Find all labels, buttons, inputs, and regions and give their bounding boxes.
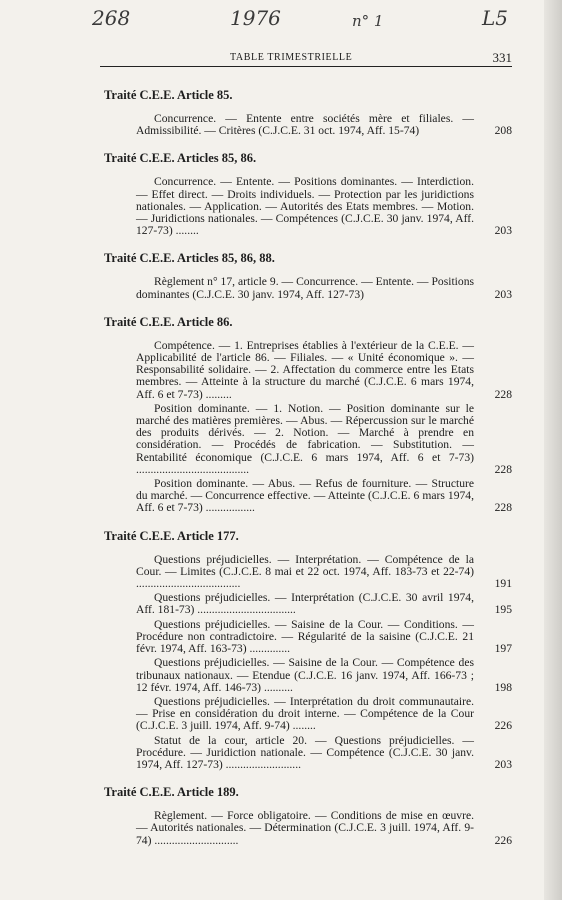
entry-text: Questions préjudicielles. — Saisine de la Cour. — Conditions. — Procédure non contradictoire. — Régularité de la saisine (C.J.C.E. 21 févr. 1974, Aff. 163-73) .............. [136, 617, 474, 656]
index-entry [100, 403, 512, 476]
entry-page-ref: 228 [494, 501, 512, 515]
index-entry [100, 340, 512, 401]
entry-text: Concurrence. — Entente. — Positions dominantes. — Interdiction. — Effet direct. — Droits individuels. — Protection par les juridictions nationales. — Application. — Autorités des Etats membres. — Motion. — Juridictions nationales. — Compétences (C.J.C.E. 30 janv. 1974, Aff. 127-73) ........ [136, 175, 474, 238]
index-entry [100, 619, 512, 656]
entry-page-ref: 228 [494, 387, 512, 401]
index-entry [100, 592, 512, 616]
entry-text: Position dominante. — Abus. — Refus de fourniture. — Structure du marché. — Concurrence effective. — Atteinte (C.J.C.E. 6 mars 1974, Aff. 6 et 7-73) ................. [136, 477, 474, 515]
section-heading: Traité C.E.E. Articles 85, 86. [104, 151, 257, 166]
entry-page-ref: 226 [494, 833, 512, 847]
page-number: 331 [492, 50, 512, 65]
section-heading: Traité C.E.E. Article 177. [104, 528, 239, 543]
index-section [100, 88, 512, 137]
index-section [100, 529, 512, 771]
section-heading: Traité C.E.E. Article 189. [104, 785, 239, 800]
index-entry [100, 696, 512, 733]
entry-text: Concurrence. — Entente entre sociétés mère et filiales. — Admissibilité. — Critères (C.J.C.E. 31 oct. 1974, Aff. 15-74) [136, 112, 474, 138]
entry-text: Règlement. — Force obligatoire. — Conditions de mise en œuvre. — Autorités nationales. — Détermination (C.J.C.E. 3 juill. 1974, Aff. 9-74) ............................. [136, 809, 474, 847]
section-heading: Traité C.E.E. Article 86. [104, 314, 233, 329]
entry-text: Statut de la cour, article 20. — Questions préjudicielles. — Procédure. — Juridiction nationale. — Compétence (C.J.C.E. 30 janv. 1974, Aff. 127-73) .......................... [136, 733, 474, 771]
entry-text: Questions préjudicielles. — Interprétation. — Compétence de la Cour. — Limites (C.J.C.E. 8 mai et 22 oct. 1974, Aff. 183-73 et 22-74) .................................... [136, 552, 474, 591]
index-section [100, 315, 512, 515]
entry-page-ref: 191 [494, 577, 512, 591]
index-section [100, 785, 512, 847]
entry-page-ref: 228 [494, 462, 512, 476]
index-content [100, 88, 512, 861]
index-section [100, 151, 512, 237]
entry-text: Questions préjudicielles. — Interprétation (C.J.C.E. 30 avril 1974, Aff. 181-73) .................................. [136, 591, 474, 617]
index-entry [100, 478, 512, 515]
entry-text: Compétence. — 1. Entreprises établies à l'extérieur de la C.E.E. — Applicabilité de l'article 86. — Filiales. — « Unité économique ». — Responsabilité solidaire. — 2. Affectation du commerce entre les Etats membres. — Atteinte à la structure du marché (C.J.C.E. 6 mars 1974, Aff. 6 et 7-73) ......... [136, 338, 474, 401]
running-title: TABLE TRIMESTRIELLE [230, 52, 353, 63]
index-entry [100, 657, 512, 694]
handwritten-note: 268 [92, 6, 131, 30]
entry-page-ref: 195 [494, 603, 512, 617]
page-edge-shadow [544, 0, 562, 900]
entry-page-ref: 197 [494, 642, 512, 656]
handwritten-year: 1976 [230, 6, 281, 30]
index-entry [100, 276, 512, 300]
entry-text: Questions préjudicielles. — Interprétation du droit communautaire. — Prise en considération du droit interne. — Compétence de la Cour (C.J.C.E. 3 juill. 1974, Aff. 9-74) ........ [136, 694, 474, 733]
entry-page-ref: 198 [494, 680, 512, 694]
section-heading: Traité C.E.E. Articles 85, 86, 88. [104, 251, 275, 266]
entry-page-ref: 203 [494, 224, 512, 238]
entry-text: Questions préjudicielles. — Saisine de la Cour. — Compétence des tribunaux nationaux. — Etendue (C.J.C.E. 16 janv. 1974, Aff. 166-73 ; 12 févr. 1974, Aff. 146-73) .......... [136, 656, 474, 694]
entry-page-ref: 226 [494, 719, 512, 733]
entry-text: Règlement n° 17, article 9. — Concurrence. — Entente. — Positions dominantes (C.J.C.E. 30 janv. 1974, Aff. 127-73) [136, 275, 474, 301]
index-section [100, 251, 512, 300]
header-rule [100, 66, 512, 67]
entry-page-ref: 208 [494, 124, 512, 138]
index-entry [100, 176, 512, 237]
index-entry [100, 735, 512, 772]
index-entry [100, 810, 512, 847]
handwritten-code: L5 [482, 6, 509, 30]
entry-page-ref: 203 [494, 757, 512, 771]
handwritten-number: n° 1 [352, 12, 384, 30]
section-heading: Traité C.E.E. Article 85. [104, 88, 233, 102]
index-entry [100, 113, 512, 137]
entry-page-ref: 203 [494, 287, 512, 301]
index-entry [100, 554, 512, 591]
entry-text: Position dominante. — 1. Notion. — Position dominante sur le marché des matières premières. — Abus. — Répercussion sur le marché des produits dérivés. — 2. Notion. — Marché à prendre en considération. — Procédés de fabrication. — Substitution. — Rentabilité économique (C.J.C.E. 6 mars 1974, Aff. 6 et 7-73) ....................................... [136, 401, 474, 476]
